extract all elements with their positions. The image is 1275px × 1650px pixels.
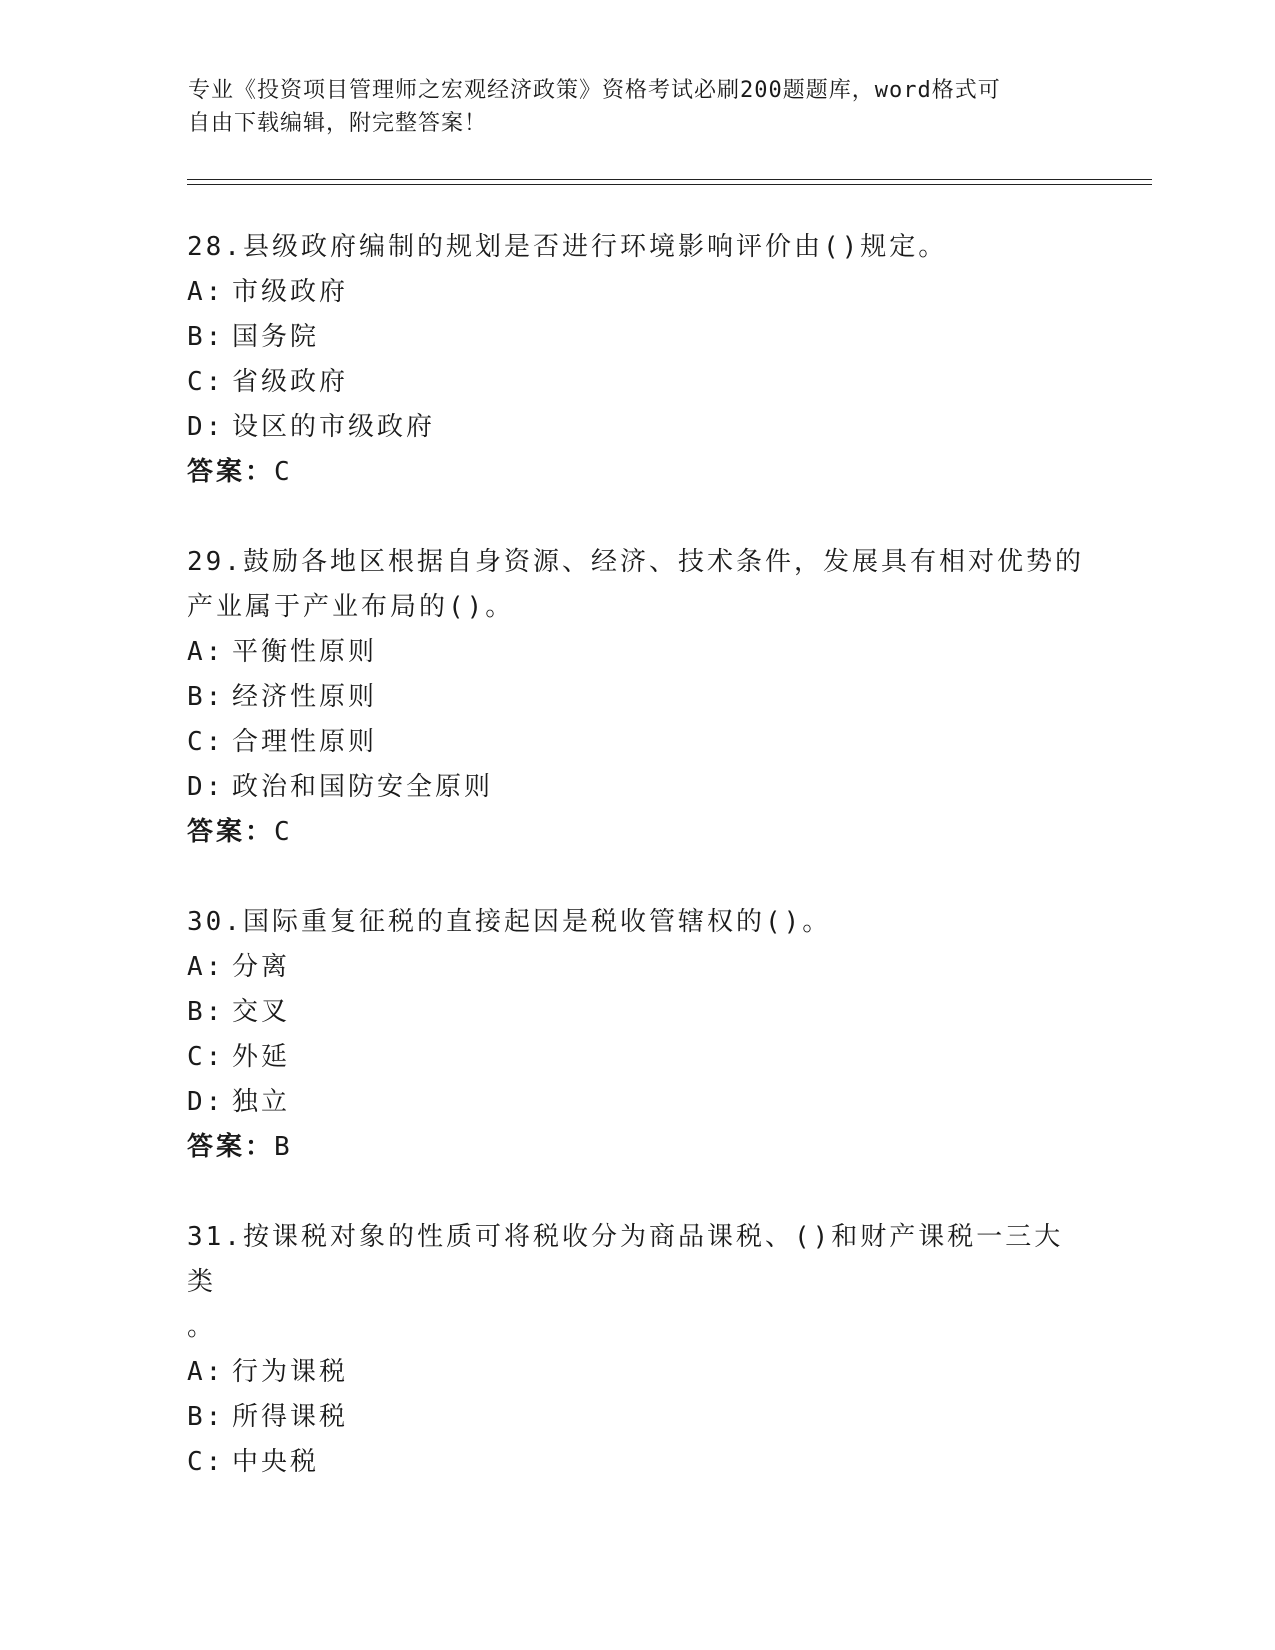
option-letter: C: <box>187 727 225 757</box>
option-d <box>187 1080 1087 1125</box>
option-letter: A: <box>187 1357 225 1387</box>
option-letter: A: <box>187 952 225 982</box>
option-d <box>187 405 1087 450</box>
option-text: 分离 <box>232 952 291 982</box>
question-stem-line-1: 29.鼓励各地区根据自身资源、经济、技术条件，发展具有相对优势的 <box>187 547 1084 577</box>
answer-label: 答案： <box>187 457 275 487</box>
option-b <box>187 1395 1087 1440</box>
document-header <box>188 74 1088 140</box>
option-c <box>187 1035 1087 1080</box>
header-line-1: 专业《投资项目管理师之宏观经济政策》资格考试必刷200题题库，word格式可 <box>188 78 1001 103</box>
answer-value: B <box>274 1132 292 1162</box>
option-letter: A: <box>187 277 225 307</box>
question-stem-line-2: 。 <box>187 1312 217 1342</box>
option-d <box>187 765 1087 810</box>
option-text: 市级政府 <box>232 277 349 307</box>
option-letter: B: <box>187 322 225 352</box>
option-letter: C: <box>187 367 225 397</box>
option-text: 政治和国防安全原则 <box>232 772 494 802</box>
question-29 <box>187 540 1087 855</box>
option-text: 交叉 <box>232 997 291 1027</box>
answer-line <box>187 450 1087 495</box>
answer-line <box>187 810 1087 855</box>
option-b <box>187 315 1087 360</box>
option-text: 中央税 <box>232 1447 320 1477</box>
option-letter: B: <box>187 997 225 1027</box>
answer-label: 答案： <box>187 1132 275 1162</box>
option-text: 国务院 <box>232 322 320 352</box>
option-letter: C: <box>187 1042 225 1072</box>
option-a <box>187 630 1087 675</box>
question-stem: 30.国际重复征税的直接起因是税收管辖权的()。 <box>187 907 832 937</box>
option-a <box>187 945 1087 990</box>
option-c <box>187 720 1087 765</box>
option-c <box>187 1440 1087 1485</box>
answer-label: 答案： <box>187 817 275 847</box>
option-text: 平衡性原则 <box>232 637 378 667</box>
answer-line <box>187 1125 1087 1170</box>
option-text: 所得课税 <box>232 1402 349 1432</box>
option-c <box>187 360 1087 405</box>
option-letter: D: <box>187 412 225 442</box>
question-31 <box>187 1215 1087 1485</box>
answer-value: C <box>274 457 292 487</box>
option-letter: B: <box>187 1402 225 1432</box>
question-stem: 28.县级政府编制的规划是否进行环境影响评价由()规定。 <box>187 232 948 262</box>
option-a <box>187 1350 1087 1395</box>
option-text: 独立 <box>232 1087 291 1117</box>
option-a <box>187 270 1087 315</box>
option-text: 经济性原则 <box>232 682 378 712</box>
header-line-2: 自由下载编辑，附完整答案！ <box>188 111 488 136</box>
option-letter: A: <box>187 637 225 667</box>
option-text: 省级政府 <box>232 367 349 397</box>
question-stem-line-2: 产业属于产业布局的()。 <box>187 592 515 622</box>
header-divider-bottom <box>187 184 1152 185</box>
option-letter: D: <box>187 1087 225 1117</box>
option-text: 外延 <box>232 1042 291 1072</box>
question-stem-line-1: 31.按课税对象的性质可将税收分为商品课税、()和财产课税一三大类 <box>187 1222 1064 1297</box>
option-letter: B: <box>187 682 225 712</box>
option-text: 行为课税 <box>232 1357 349 1387</box>
question-28 <box>187 225 1087 495</box>
answer-value: C <box>274 817 292 847</box>
option-text: 合理性原则 <box>232 727 378 757</box>
header-divider-top <box>187 179 1152 180</box>
question-30 <box>187 900 1087 1170</box>
option-b <box>187 675 1087 720</box>
option-b <box>187 990 1087 1035</box>
option-letter: D: <box>187 772 225 802</box>
option-text: 设区的市级政府 <box>232 412 436 442</box>
option-letter: C: <box>187 1447 225 1477</box>
